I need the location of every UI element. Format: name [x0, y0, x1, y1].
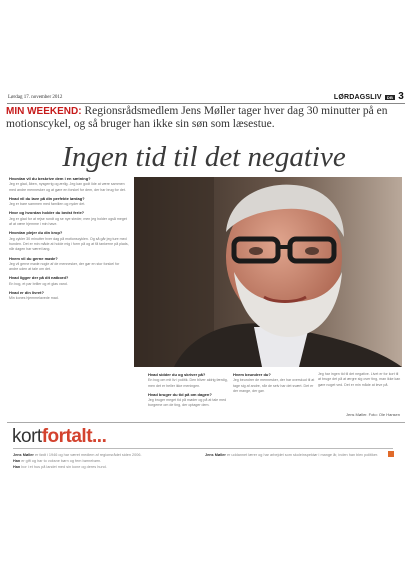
qa-answer: En bog om mit liv i politik. Den bliver aldrig færdig, men det er heller ikke meningen. [148, 378, 228, 388]
kort-lead: Han [13, 459, 21, 463]
article-column-2 [148, 372, 232, 412]
kort-fortalt-heading [12, 426, 106, 448]
qa-item [9, 196, 129, 208]
article-column-4 [318, 372, 402, 391]
qa-answer: Jeg er glad, åben, nysgerrig og ærlig. Jeg kan godt lide at være sammen med andre mennesker og at gøre en forskel for dem, der har brug for det. [9, 182, 126, 192]
kort-lead: Jens Møller [13, 453, 34, 457]
qa-answer: Jeg cykler 30 minutter hver dag på motionscyklen. Og så går jeg ture med hunden. Det er min måde at holde mig i form på og at få tankerne på plads, når dagen har været lang. [9, 236, 129, 252]
qa-item [148, 392, 232, 409]
qa-item [9, 176, 129, 193]
section-name: LØRDAGSLIV [333, 94, 382, 101]
kort-item [205, 452, 385, 458]
kort-text: er gift og har to voksne børn og fem børnebørn. [20, 459, 102, 463]
article-column-1 [9, 176, 129, 305]
qa-item [148, 372, 232, 389]
kort-item [13, 464, 193, 470]
qa-answer: En bog, et par briller og et glas vand. [9, 281, 68, 286]
kort-rule [13, 448, 393, 449]
qa-question: Hvordan plejer du din krop? [9, 230, 63, 236]
qa-answer: Jeg vil gerne møde nogle af de mennesker, der gør en stor forskel for andre uden at tale om det. [9, 261, 120, 272]
headline: Ingen tid til det negative [62, 141, 346, 173]
portrait-illustration [134, 177, 402, 367]
teaser [6, 105, 398, 131]
kort-text: er født i 1946 og har været medlem af regionsrådet siden 2006. [33, 453, 142, 457]
teaser-text: Regionsrådsmedlem Jens Møller tager hver dag 30 minutter på en motionscykel, og så bruger han ikke sin søn som læsestue. [6, 105, 388, 130]
qa-answer: Jeg er bare sammen med familien og nyder det. [9, 202, 86, 207]
qa-question: Hvor og hvordan holder du bedst ferie? [9, 210, 85, 216]
qa-item [9, 290, 129, 302]
section-header [334, 91, 404, 102]
section-divider [7, 422, 405, 423]
qa-item [9, 210, 129, 227]
qa-question: Hvordan vil du beskrive dem i en sætning? [9, 176, 91, 181]
kort-title-b: fortalt... [41, 426, 107, 447]
teaser-kicker: MIN WEEKEND: [6, 106, 82, 117]
qa-item [318, 372, 402, 388]
qa-item [9, 256, 129, 273]
page-number: 3 [398, 91, 404, 102]
qa-answer: Jeg har ingen tid til det negative. Livet er for kort til at bruge det på at ærgre sig over ting, man ikke kan gøre noget ved. Det er min måde at leve på. [318, 372, 401, 387]
kort-text: bor i et hus på landet med sin kone og deres hund. [20, 465, 107, 469]
kort-lead: Jens Møller [205, 453, 226, 457]
newspaper-badge: DB [386, 94, 394, 100]
article-column-3 [233, 372, 317, 397]
qa-question: Hvad ligger der på dit natbord? [9, 275, 69, 281]
kort-column-1 [13, 452, 193, 470]
kort-title-a: kort [12, 426, 42, 447]
qa-answer: Min kones hjemmelavede mad. [9, 296, 59, 301]
qa-question: Hvad er din livret? [9, 290, 44, 296]
issue-date: Lørdag 17. november 2012 [8, 95, 63, 100]
qa-question: Hvem vil du gerne møde? [9, 255, 58, 261]
qa-answer: Jeg er glad for at rejse rundt og se nye steder, men jeg holder også meget af at være hjemme i min have. [9, 216, 127, 227]
kort-text: er uddannet lærer og har arbejdet som skoleinspektør i mange år, inden han blev politiker. [225, 453, 379, 457]
photo-caption: Jens Møller. Foto: Ole Hansen [345, 412, 400, 417]
kort-lead: Han [13, 465, 21, 469]
qa-answer: Jeg bruger meget tid på møder og på at tale med borgerne om de ting, der optager dem. [148, 398, 227, 408]
header-rule [7, 103, 405, 104]
kort-column-2 [205, 452, 385, 458]
qa-question: Hvem beundrer du? [233, 372, 271, 377]
portrait-photo [134, 177, 402, 367]
qa-item [233, 372, 317, 394]
qa-question: Hvad bruger du tid på om dagen? [148, 391, 212, 397]
qa-item [9, 230, 129, 252]
qa-answer: Jeg beundrer de mennesker, der har overskud til at tage sig af andre, når de selv har det svært. Det er der mange, der gør. [233, 378, 315, 393]
qa-item [9, 275, 129, 287]
qa-question: Hvad vil du lave på din perfekte lørdag? [9, 195, 85, 201]
orange-marker [388, 451, 394, 457]
qa-question: Hvad sidder du og skriver på? [148, 372, 206, 377]
